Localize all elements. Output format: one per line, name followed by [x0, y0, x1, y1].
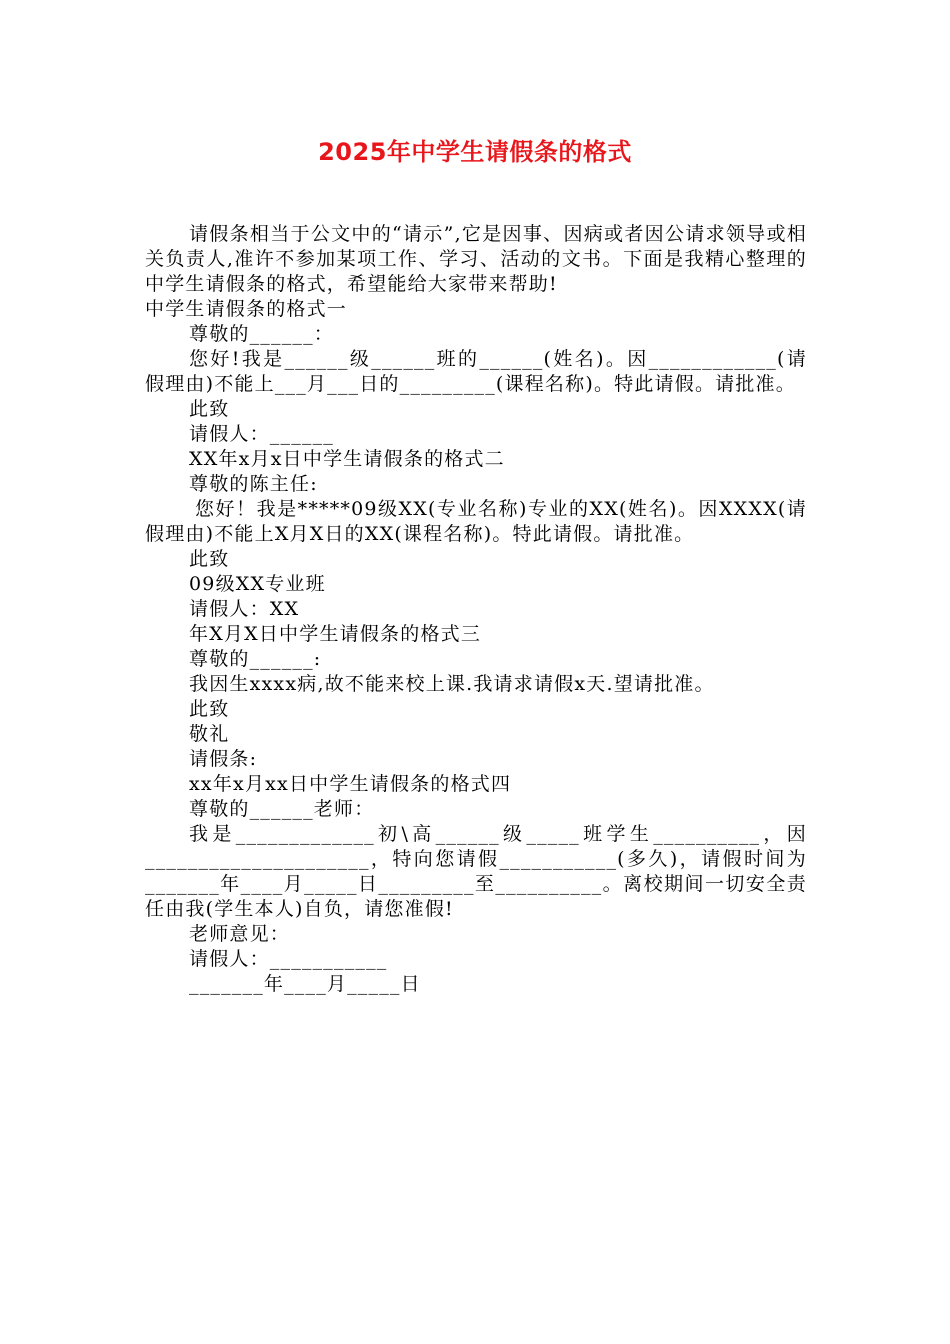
intro-paragraph: 请假条相当于公文中的“请示”,它是因事、因病或者因公请求领导或相关负责人,准许不参加某项工作、学习、活动的文书。下面是我精心整理的中学生请假条的格式，希望能给大家带来帮助!: [145, 223, 807, 295]
closing-1: 此致: [189, 398, 230, 420]
date-heading-3: 年X月X日中学生请假条的格式三: [189, 623, 482, 645]
letter-body-3: 我因生xxxx病,故不能来校上课.我请求请假x天.望请批准。: [189, 673, 715, 695]
signature-2: 请假人：XX: [189, 598, 300, 620]
date-line-4: _______年____月_____日: [189, 973, 421, 995]
document-title: 2025年中学生请假条的格式: [318, 138, 632, 166]
note-label-3: 请假条:: [189, 748, 258, 770]
letter-body-2: 您好！我是*****09级XX(专业名称)专业的XX(姓名)。因XXXX(请假理由)不能上X月X日的XX(课程名称)。特此请假。请批准。: [145, 498, 807, 545]
signature-1: 请假人：______: [189, 423, 335, 445]
salutation-1: 尊敬的______：: [189, 323, 335, 345]
closing-3: 此致: [189, 698, 230, 720]
letter-body-4: 我是_____________初\高______级_____班学生__________，因_____________________，特向您请假___________(多久)，请假时间为_______年____月_____日_________至__________。离校期间一切安全责任由我(学生本人)自负，请您准假!: [145, 823, 807, 920]
signature-4: 请假人：___________: [189, 948, 388, 970]
date-heading-4: xx年x月xx日中学生请假条的格式四: [189, 773, 512, 795]
section-heading-1: 中学生请假条的格式一: [145, 298, 348, 320]
salutation-3: 尊敬的______:: [189, 648, 322, 670]
teacher-opinion-4: 老师意见：: [189, 923, 291, 945]
closing-2: 此致: [189, 548, 230, 570]
salutation-2: 尊敬的陈主任:: [189, 473, 318, 495]
regards-3: 敬礼: [189, 723, 230, 745]
date-heading-2: XX年x月x日中学生请假条的格式二: [189, 448, 505, 470]
salutation-4: 尊敬的______老师：: [189, 798, 375, 820]
class-line-2: 09级XX专业班: [189, 573, 326, 595]
document-body: [145, 222, 807, 997]
letter-body-1: 您好!我是______级______班的______(姓名)。因____________(请假理由)不能上___月___日的_________(课程名称)。特此请假。请批准。: [145, 348, 807, 395]
